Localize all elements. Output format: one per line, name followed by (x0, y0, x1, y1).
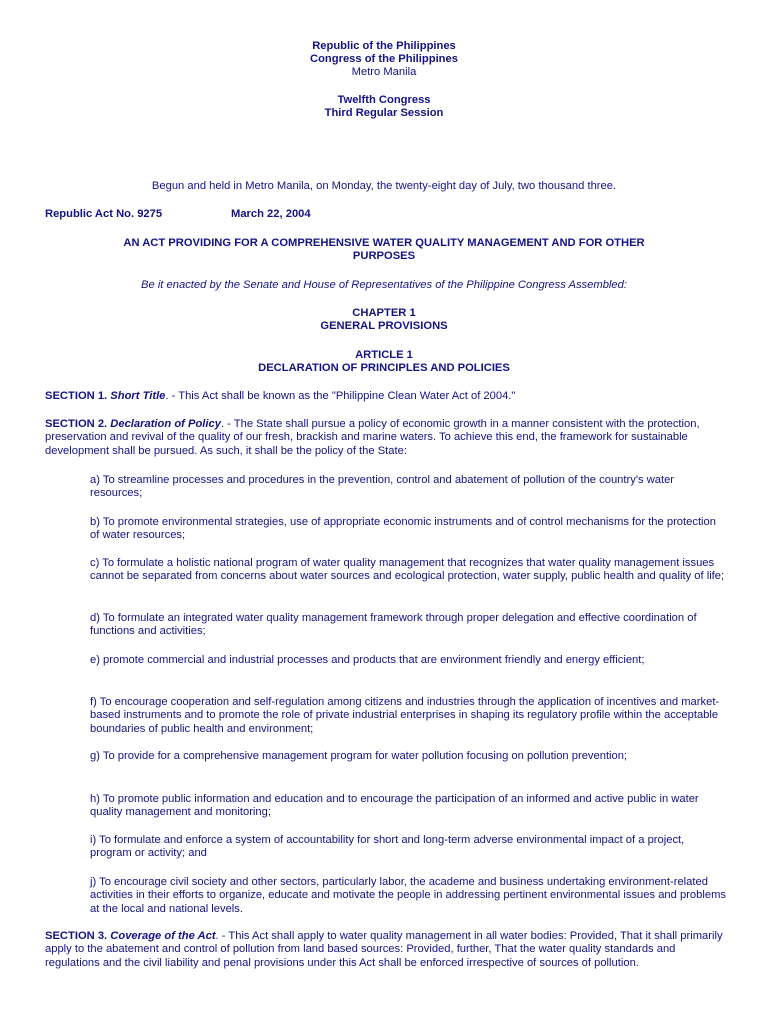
chapter-title: GENERAL PROVISIONS (320, 320, 448, 332)
section-1-title: Short Title (110, 390, 166, 402)
policy-item-i: i) To formulate and enforce a system of accountability for short and long-term adverse environmental impact of a project, program or activity; and (90, 834, 685, 860)
policy-item-b: b) To promote environmental strategies, use of appropriate economic instruments and of control mechanisms for the protection of water resources; (90, 516, 716, 542)
header-congress-body: Congress of the Philippines (310, 53, 458, 65)
section-2-label: SECTION 2. (45, 418, 108, 430)
act-title-line2: PURPOSES (352, 250, 416, 262)
section-3-text: . - This Act shall apply to water quality management in all water bodies: Provided, That it shall primarily apply to the abatement and control of pollution from land based sources: Provided, further, That the water quality standards and regulations and the civil liability and penal provisions under this Act shall be enforced irrespective of sources of pollution. (45, 930, 723, 969)
section-2-text: . - The State shall pursue a policy of economic growth in a manner consistent with the protection, preservation and revival of the quality of our fresh, brackish and marine waters. To achieve this end, the framework for sustainable development shall be pursued. As such, it shall be the policy of the State: (45, 418, 700, 457)
section-2-title: Declaration of Policy (110, 418, 221, 430)
section-3-title: Coverage of the Act (110, 930, 216, 942)
policy-item-e: e) promote commercial and industrial processes and products that are environment friendly and energy efficient; (90, 654, 645, 666)
chapter-number: CHAPTER 1 (352, 307, 416, 319)
enacting-clause: Be it enacted by the Senate and House of Representatives of the Philippine Congress Assembled: (141, 279, 627, 291)
section-1-text: . - This Act shall be known as the "Philippine Clean Water Act of 2004." (165, 390, 516, 402)
policy-item-d: d) To formulate an integrated water quality management framework through proper delegation and effective coordination of functions and activities; (90, 612, 697, 638)
header-congress: Twelfth Congress (337, 94, 431, 106)
policy-item-f: f) To encourage cooperation and self-regulation among citizens and industries through the application of incentives and market-based instruments and to promote the role of private industrial enterprises in shaping its regulatory profile within the acceptable boundaries of public health and environment; (90, 696, 720, 735)
policy-item-h: h) To promote public information and education and to encourage the participation of an informed and active public in water quality management and monitoring; (90, 793, 699, 819)
section-3 (45, 930, 725, 970)
policy-item-j: j) To encourage civil society and other sectors, particularly labor, the academe and business undertaking environment-related activities in their efforts to organize, educate and motivate the people in addressing pertinent environmental issues and problems at the local and national levels. (90, 876, 726, 915)
policy-item-g: g) To provide for a comprehensive management program for water pollution focusing on pollution prevention; (90, 750, 628, 762)
section-1-label: SECTION 1. (45, 390, 108, 402)
act-date: March 22, 2004 (231, 208, 311, 220)
article-title: DECLARATION OF PRINCIPLES AND POLICIES (258, 362, 510, 374)
policy-item-c: c) To formulate a holistic national program of water quality management that recognizes that water quality management issues cannot be separated from concerns about water sources and ecological protection, water supply, public health and quality of life; (90, 557, 725, 583)
header-country: Republic of the Philippines (312, 40, 456, 52)
section-3-label: SECTION 3. (45, 930, 108, 942)
article-number: ARTICLE 1 (355, 349, 413, 361)
policy-item-a: a) To streamline processes and procedures in the prevention, control and abatement of pollution of the country's water resources; (90, 474, 675, 500)
preamble-date: Begun and held in Metro Manila, on Monday, the twenty-eight day of July, two thousand three. (151, 180, 617, 192)
section-1 (45, 390, 725, 403)
header-city: Metro Manila (351, 66, 417, 78)
section-2 (45, 418, 725, 458)
act-number: Republic Act No. 9275 (45, 208, 163, 220)
act-title-line1: AN ACT PROVIDING FOR A COMPREHENSIVE WATER QUALITY MANAGEMENT AND FOR OTHER (123, 237, 645, 249)
header-session: Third Regular Session (324, 107, 444, 119)
